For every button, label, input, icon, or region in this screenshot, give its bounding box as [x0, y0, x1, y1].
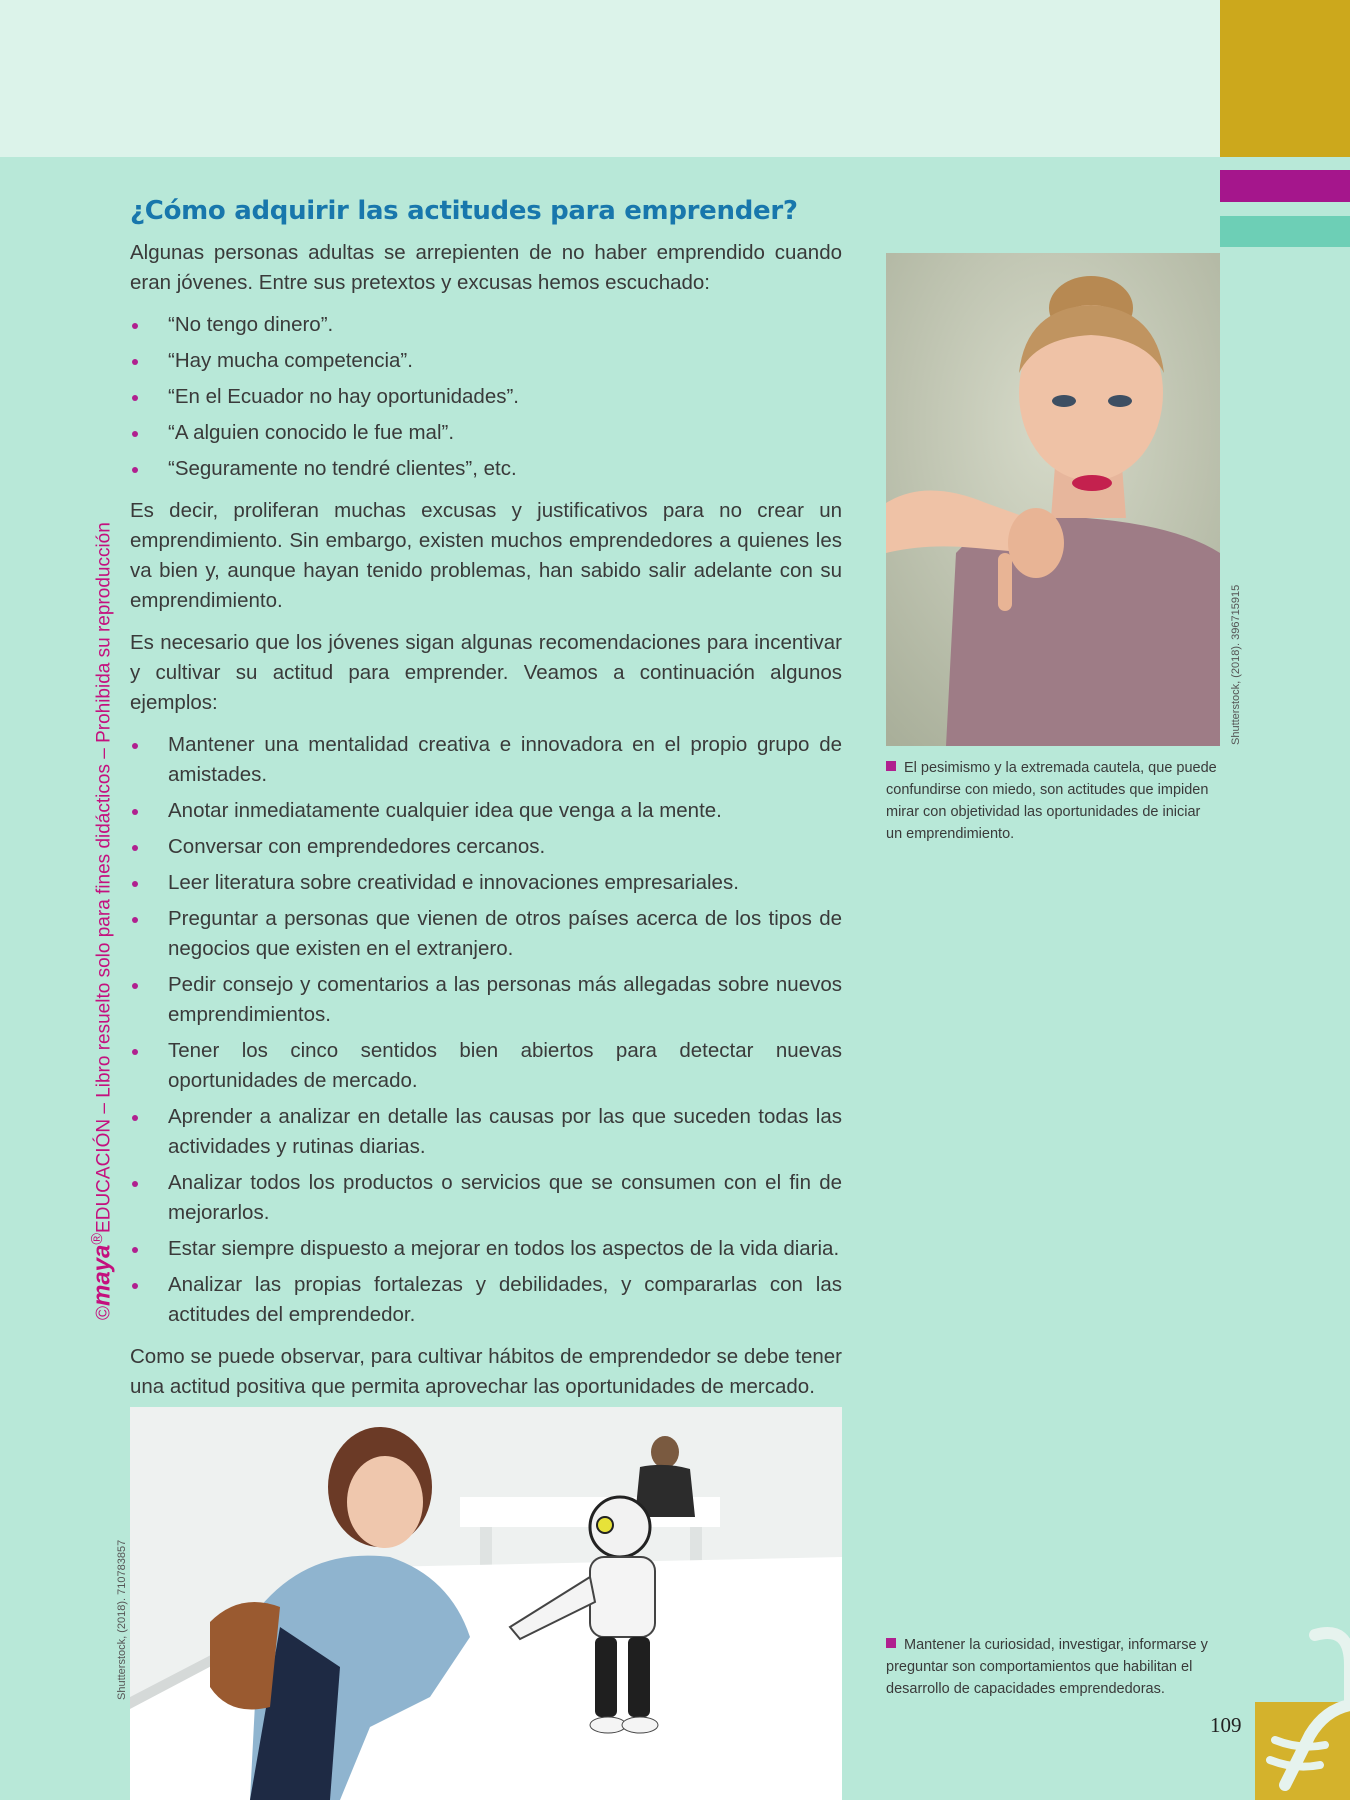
registered-mark: ®	[89, 1232, 106, 1245]
photo-woman-robot	[130, 1407, 842, 1800]
list-item: “Hay mucha competencia”.	[130, 346, 842, 376]
header-band	[0, 0, 1220, 157]
lightbulb-icon	[1255, 1625, 1350, 1800]
photo-credit: Shutterstock, (2018). 396715915	[1230, 584, 1242, 745]
list-item: “Seguramente no tendré clientes”, etc.	[130, 454, 842, 484]
copyright-sidebar	[78, 500, 118, 1320]
page-number: 109	[1210, 1713, 1242, 1737]
list-item: Preguntar a personas que vienen de otros países acerca de los tipos de negocios que existen en el extranjero.	[130, 904, 842, 964]
list-item: Mantener una mentalidad creativa e innovadora en el propio grupo de amistades.	[130, 730, 842, 790]
conclusion-paragraph: Como se puede observar, para cultivar hábitos de emprendedor se debe tener una actitud positiva que permita aprovechar las oportunidades de mercado.	[130, 1345, 842, 1398]
body-paragraph: Es necesario que los jóvenes sigan algunas recomendaciones para incentivar y cultivar su actitud para emprender. Veamos a continuación algunos ejemplos:	[130, 631, 842, 714]
copyright-text: EDUCACIÓN – Libro resuelto solo para fines didácticos – Prohibida su reproducción	[93, 522, 115, 1233]
figure-caption	[886, 757, 1220, 845]
caption-marker	[886, 1638, 896, 1648]
body-paragraph: Es decir, proliferan muchas excusas y justificativos para no crear un emprendimiento. Sin embargo, existen muchos emprendedores a quienes les va bien y, aunque hayan tenido problemas, han sabido salir adelante con su emprendimiento.	[130, 499, 842, 612]
figure-caption	[886, 1634, 1216, 1700]
intro-paragraph: Algunas personas adultas se arrepienten de no haber emprendido cuando eran jóvenes. Entre sus pretextos y excusas hemos escuchado:	[130, 241, 842, 294]
caption-marker	[886, 761, 896, 771]
list-item: Leer literatura sobre creatividad e innovaciones empresariales.	[130, 868, 842, 898]
section-tab-teal	[1220, 216, 1350, 247]
photo-woman-thumbs-down	[886, 253, 1220, 746]
list-item: Conversar con emprendedores cercanos.	[130, 832, 842, 862]
woman-illustration	[886, 253, 1220, 746]
robot-illustration	[130, 1407, 842, 1800]
section-tab-magenta	[1220, 170, 1350, 202]
list-item: “No tengo dinero”.	[130, 310, 842, 340]
copyright-symbol: ©	[93, 1306, 115, 1320]
caption-text: Mantener la curiosidad, investigar, informarse y preguntar son comportamientos que habilitan el desarrollo de capacidades emprendedoras.	[886, 1637, 1208, 1697]
list-item: “En el Ecuador no hay oportunidades”.	[130, 382, 842, 412]
brand-logo-text: maya	[88, 1244, 116, 1306]
list-item: Anotar inmediatamente cualquier idea que venga a la mente.	[130, 796, 842, 826]
list-item: “A alguien conocido le fue mal”.	[130, 418, 842, 448]
list-item: Analizar todos los productos o servicios que se consumen con el fin de mejorarlos.	[130, 1168, 842, 1228]
list-item: Aprender a analizar en detalle las causas por las que suceden todas las actividades y rutinas diarias.	[130, 1102, 842, 1162]
page-title: ¿Cómo adquirir las actitudes para emprender?	[130, 196, 798, 226]
list-item: Tener los cinco sentidos bien abiertos para detectar nuevas oportunidades de mercado.	[130, 1036, 842, 1096]
photo-credit: Shutterstock, (2018). 710783857	[116, 1539, 128, 1700]
recommendations-list	[130, 730, 842, 1330]
list-item: Pedir consejo y comentarios a las personas más allegadas sobre nuevos emprendimientos.	[130, 970, 842, 1030]
excuses-list	[130, 310, 842, 484]
list-item: Analizar las propias fortalezas y debilidades, y compararlas con las actitudes del emprendedor.	[130, 1270, 842, 1330]
main-content	[130, 196, 842, 1414]
section-tab-gold	[1220, 0, 1350, 157]
list-item: Estar siempre dispuesto a mejorar en todos los aspectos de la vida diaria.	[130, 1234, 842, 1264]
caption-text: El pesimismo y la extremada cautela, que puede confundirse con miedo, son actitudes que impiden mirar con objetividad las oportunidades de iniciar un emprendimiento.	[886, 760, 1217, 842]
